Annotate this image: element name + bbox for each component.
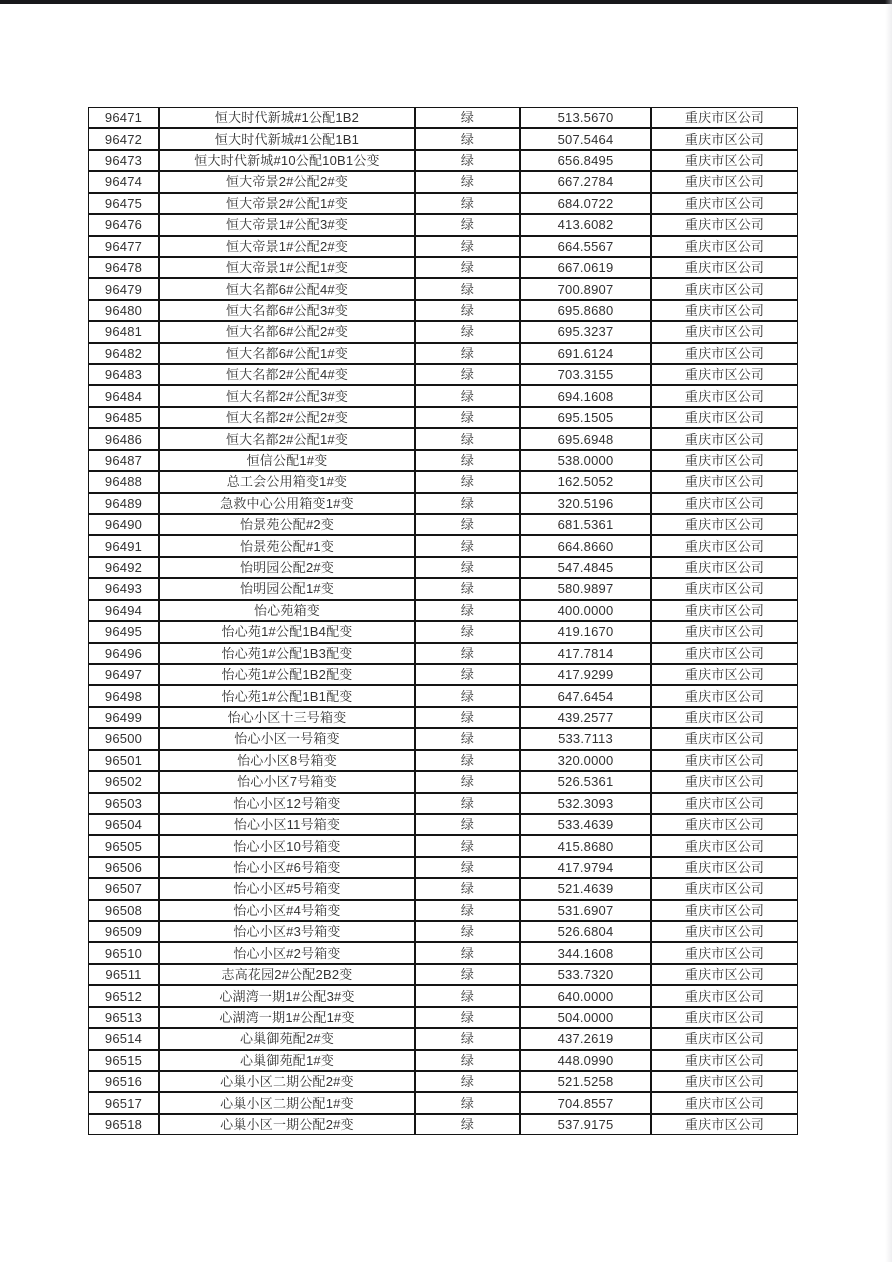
cell-name: 怡心小区8号箱变	[159, 750, 415, 771]
table-row	[88, 1114, 798, 1135]
cell-name: 怡心苑1#公配1B2配变	[159, 664, 415, 685]
cell-value: 681.5361	[520, 514, 651, 535]
table-row	[88, 621, 798, 642]
cell-id: 96478	[88, 257, 159, 278]
cell-status: 绿	[415, 750, 520, 771]
cell-name: 恒大帝景1#公配2#变	[159, 236, 415, 257]
cell-status: 绿	[415, 214, 520, 235]
cell-status: 绿	[415, 793, 520, 814]
cell-name: 恒大帝景2#公配1#变	[159, 193, 415, 214]
table-row	[88, 257, 798, 278]
cell-status: 绿	[415, 514, 520, 535]
table-row	[88, 557, 798, 578]
cell-name: 心巢御苑配1#变	[159, 1050, 415, 1071]
cell-name: 急救中心公用箱变1#变	[159, 493, 415, 514]
cell-value: 547.4845	[520, 557, 651, 578]
table-row	[88, 514, 798, 535]
cell-name: 恒大时代新城#1公配1B2	[159, 107, 415, 128]
cell-status: 绿	[415, 128, 520, 149]
table-row	[88, 728, 798, 749]
cell-id: 96494	[88, 600, 159, 621]
cell-company: 重庆市区公司	[651, 1071, 798, 1092]
cell-status: 绿	[415, 107, 520, 128]
cell-value: 667.0619	[520, 257, 651, 278]
cell-status: 绿	[415, 236, 520, 257]
cell-company: 重庆市区公司	[651, 471, 798, 492]
cell-value: 533.7113	[520, 728, 651, 749]
cell-id: 96516	[88, 1071, 159, 1092]
cell-company: 重庆市区公司	[651, 857, 798, 878]
cell-status: 绿	[415, 493, 520, 514]
cell-value: 703.3155	[520, 364, 651, 385]
cell-company: 重庆市区公司	[651, 364, 798, 385]
cell-value: 344.1608	[520, 942, 651, 963]
cell-name: 恒信公配1#变	[159, 450, 415, 471]
cell-status: 绿	[415, 600, 520, 621]
cell-value: 320.0000	[520, 750, 651, 771]
cell-status: 绿	[415, 1028, 520, 1049]
cell-status: 绿	[415, 857, 520, 878]
cell-value: 700.8907	[520, 278, 651, 299]
cell-value: 526.5361	[520, 771, 651, 792]
cell-id: 96472	[88, 128, 159, 149]
cell-status: 绿	[415, 814, 520, 835]
cell-company: 重庆市区公司	[651, 1114, 798, 1135]
cell-value: 694.1608	[520, 385, 651, 406]
cell-id: 96483	[88, 364, 159, 385]
table-row	[88, 878, 798, 899]
page-right-edge-shadow	[885, 0, 892, 1262]
cell-value: 695.8680	[520, 300, 651, 321]
cell-company: 重庆市区公司	[651, 428, 798, 449]
cell-id: 96513	[88, 1007, 159, 1028]
cell-id: 96501	[88, 750, 159, 771]
cell-value: 417.7814	[520, 643, 651, 664]
table-row	[88, 942, 798, 963]
cell-id: 96492	[88, 557, 159, 578]
cell-value: 507.5464	[520, 128, 651, 149]
cell-id: 96473	[88, 150, 159, 171]
cell-id: 96491	[88, 535, 159, 556]
cell-value: 532.3093	[520, 793, 651, 814]
cell-company: 重庆市区公司	[651, 878, 798, 899]
cell-value: 533.4639	[520, 814, 651, 835]
cell-company: 重庆市区公司	[651, 685, 798, 706]
cell-id: 96512	[88, 985, 159, 1006]
cell-name: 怡心小区11号箱变	[159, 814, 415, 835]
cell-id: 96508	[88, 900, 159, 921]
cell-status: 绿	[415, 557, 520, 578]
cell-name: 怡景苑公配#1变	[159, 535, 415, 556]
cell-id: 96489	[88, 493, 159, 514]
cell-name: 怡心苑1#公配1B3配变	[159, 643, 415, 664]
table-row	[88, 535, 798, 556]
table-row	[88, 128, 798, 149]
cell-name: 志高花园2#公配2B2变	[159, 964, 415, 985]
cell-value: 521.4639	[520, 878, 651, 899]
cell-company: 重庆市区公司	[651, 643, 798, 664]
cell-value: 640.0000	[520, 985, 651, 1006]
table-row	[88, 450, 798, 471]
cell-status: 绿	[415, 300, 520, 321]
cell-company: 重庆市区公司	[651, 814, 798, 835]
cell-id: 96514	[88, 1028, 159, 1049]
cell-status: 绿	[415, 535, 520, 556]
cell-name: 恒大帝景2#公配2#变	[159, 171, 415, 192]
cell-id: 96487	[88, 450, 159, 471]
cell-status: 绿	[415, 664, 520, 685]
cell-name: 怡心小区#4号箱变	[159, 900, 415, 921]
cell-id: 96474	[88, 171, 159, 192]
table-row	[88, 278, 798, 299]
cell-value: 580.9897	[520, 578, 651, 599]
cell-status: 绿	[415, 471, 520, 492]
cell-value: 320.5196	[520, 493, 651, 514]
cell-id: 96480	[88, 300, 159, 321]
table-row	[88, 857, 798, 878]
cell-id: 96482	[88, 343, 159, 364]
table-row	[88, 236, 798, 257]
cell-name: 怡景苑公配#2变	[159, 514, 415, 535]
cell-status: 绿	[415, 257, 520, 278]
cell-company: 重庆市区公司	[651, 921, 798, 942]
cell-company: 重庆市区公司	[651, 128, 798, 149]
table-row	[88, 385, 798, 406]
cell-status: 绿	[415, 343, 520, 364]
cell-company: 重庆市区公司	[651, 407, 798, 428]
cell-value: 417.9794	[520, 857, 651, 878]
cell-status: 绿	[415, 835, 520, 856]
table-row	[88, 900, 798, 921]
cell-company: 重庆市区公司	[651, 964, 798, 985]
cell-value: 417.9299	[520, 664, 651, 685]
cell-value: 513.5670	[520, 107, 651, 128]
cell-status: 绿	[415, 964, 520, 985]
table-row	[88, 921, 798, 942]
cell-company: 重庆市区公司	[651, 535, 798, 556]
cell-company: 重庆市区公司	[651, 1028, 798, 1049]
table-row	[88, 493, 798, 514]
cell-id: 96471	[88, 107, 159, 128]
cell-name: 怡心小区十三号箱变	[159, 707, 415, 728]
cell-status: 绿	[415, 985, 520, 1006]
cell-value: 531.6907	[520, 900, 651, 921]
cell-company: 重庆市区公司	[651, 193, 798, 214]
cell-id: 96496	[88, 643, 159, 664]
cell-status: 绿	[415, 1007, 520, 1028]
cell-company: 重庆市区公司	[651, 557, 798, 578]
cell-company: 重庆市区公司	[651, 578, 798, 599]
cell-status: 绿	[415, 921, 520, 942]
cell-name: 怡心苑1#公配1B4配变	[159, 621, 415, 642]
cell-status: 绿	[415, 1050, 520, 1071]
cell-company: 重庆市区公司	[651, 835, 798, 856]
table-row	[88, 964, 798, 985]
cell-value: 656.8495	[520, 150, 651, 171]
cell-id: 96488	[88, 471, 159, 492]
cell-status: 绿	[415, 900, 520, 921]
cell-company: 重庆市区公司	[651, 1092, 798, 1113]
cell-company: 重庆市区公司	[651, 985, 798, 1006]
cell-name: 恒大名都2#公配2#变	[159, 407, 415, 428]
cell-id: 96500	[88, 728, 159, 749]
top-bar	[0, 0, 892, 4]
cell-id: 96479	[88, 278, 159, 299]
cell-id: 96511	[88, 964, 159, 985]
table-row	[88, 643, 798, 664]
cell-value: 704.8557	[520, 1092, 651, 1113]
cell-value: 162.5052	[520, 471, 651, 492]
cell-status: 绿	[415, 728, 520, 749]
cell-name: 怡心小区10号箱变	[159, 835, 415, 856]
cell-id: 96484	[88, 385, 159, 406]
cell-value: 695.1505	[520, 407, 651, 428]
cell-company: 重庆市区公司	[651, 450, 798, 471]
cell-value: 695.6948	[520, 428, 651, 449]
cell-status: 绿	[415, 428, 520, 449]
cell-name: 恒大名都6#公配1#变	[159, 343, 415, 364]
cell-value: 664.8660	[520, 535, 651, 556]
cell-id: 96495	[88, 621, 159, 642]
cell-id: 96509	[88, 921, 159, 942]
cell-name: 怡明园公配2#变	[159, 557, 415, 578]
table-row	[88, 300, 798, 321]
cell-id: 96504	[88, 814, 159, 835]
table-row	[88, 707, 798, 728]
cell-status: 绿	[415, 278, 520, 299]
cell-name: 恒大名都6#公配3#变	[159, 300, 415, 321]
cell-name: 恒大帝景1#公配3#变	[159, 214, 415, 235]
cell-status: 绿	[415, 364, 520, 385]
table-row	[88, 1050, 798, 1071]
cell-id: 96517	[88, 1092, 159, 1113]
cell-status: 绿	[415, 942, 520, 963]
cell-company: 重庆市区公司	[651, 150, 798, 171]
cell-company: 重庆市区公司	[651, 728, 798, 749]
cell-company: 重庆市区公司	[651, 343, 798, 364]
cell-company: 重庆市区公司	[651, 793, 798, 814]
cell-company: 重庆市区公司	[651, 707, 798, 728]
cell-status: 绿	[415, 1114, 520, 1135]
cell-id: 96502	[88, 771, 159, 792]
cell-company: 重庆市区公司	[651, 385, 798, 406]
cell-value: 504.0000	[520, 1007, 651, 1028]
cell-company: 重庆市区公司	[651, 621, 798, 642]
table-row	[88, 343, 798, 364]
cell-company: 重庆市区公司	[651, 236, 798, 257]
table-row	[88, 985, 798, 1006]
table-row	[88, 364, 798, 385]
table-row	[88, 750, 798, 771]
cell-id: 96497	[88, 664, 159, 685]
cell-name: 恒大名都6#公配2#变	[159, 321, 415, 342]
cell-name: 怡心苑箱变	[159, 600, 415, 621]
cell-value: 521.5258	[520, 1071, 651, 1092]
cell-id: 96477	[88, 236, 159, 257]
cell-name: 恒大名都6#公配4#变	[159, 278, 415, 299]
table-row	[88, 835, 798, 856]
cell-id: 96503	[88, 793, 159, 814]
cell-status: 绿	[415, 321, 520, 342]
cell-status: 绿	[415, 685, 520, 706]
cell-id: 96493	[88, 578, 159, 599]
table-row	[88, 578, 798, 599]
cell-id: 96499	[88, 707, 159, 728]
cell-name: 怡心小区#6号箱变	[159, 857, 415, 878]
cell-status: 绿	[415, 578, 520, 599]
cell-status: 绿	[415, 1092, 520, 1113]
cell-status: 绿	[415, 643, 520, 664]
cell-company: 重庆市区公司	[651, 942, 798, 963]
cell-status: 绿	[415, 450, 520, 471]
table-row	[88, 814, 798, 835]
table-row	[88, 771, 798, 792]
cell-id: 96481	[88, 321, 159, 342]
cell-id: 96475	[88, 193, 159, 214]
cell-name: 怡明园公配1#变	[159, 578, 415, 599]
cell-status: 绿	[415, 407, 520, 428]
table-row	[88, 193, 798, 214]
cell-company: 重庆市区公司	[651, 171, 798, 192]
cell-name: 怡心小区12号箱变	[159, 793, 415, 814]
table-row	[88, 214, 798, 235]
cell-value: 691.6124	[520, 343, 651, 364]
cell-id: 96507	[88, 878, 159, 899]
cell-value: 667.2784	[520, 171, 651, 192]
cell-value: 437.2619	[520, 1028, 651, 1049]
cell-id: 96505	[88, 835, 159, 856]
cell-name: 恒大帝景1#公配1#变	[159, 257, 415, 278]
cell-company: 重庆市区公司	[651, 1050, 798, 1071]
cell-value: 400.0000	[520, 600, 651, 621]
cell-status: 绿	[415, 385, 520, 406]
cell-company: 重庆市区公司	[651, 514, 798, 535]
cell-company: 重庆市区公司	[651, 257, 798, 278]
table-row	[88, 1007, 798, 1028]
cell-id: 96515	[88, 1050, 159, 1071]
cell-name: 恒大名都2#公配1#变	[159, 428, 415, 449]
cell-id: 96485	[88, 407, 159, 428]
cell-name: 心巢小区一期公配2#变	[159, 1114, 415, 1135]
cell-value: 448.0990	[520, 1050, 651, 1071]
table-row	[88, 407, 798, 428]
table-row	[88, 150, 798, 171]
cell-name: 怡心苑1#公配1B1配变	[159, 685, 415, 706]
table-row	[88, 321, 798, 342]
cell-name: 恒大名都2#公配4#变	[159, 364, 415, 385]
cell-value: 439.2577	[520, 707, 651, 728]
cell-name: 恒大时代新城#1公配1B1	[159, 128, 415, 149]
cell-name: 心湖湾一期1#公配3#变	[159, 985, 415, 1006]
cell-value: 415.8680	[520, 835, 651, 856]
cell-value: 647.6454	[520, 685, 651, 706]
cell-id: 96498	[88, 685, 159, 706]
cell-name: 怡心小区#3号箱变	[159, 921, 415, 942]
cell-name: 心巢御苑配2#变	[159, 1028, 415, 1049]
cell-name: 恒大名都2#公配3#变	[159, 385, 415, 406]
cell-name: 怡心小区#5号箱变	[159, 878, 415, 899]
cell-company: 重庆市区公司	[651, 321, 798, 342]
table-row	[88, 1071, 798, 1092]
cell-name: 恒大时代新城#10公配10B1公变	[159, 150, 415, 171]
cell-status: 绿	[415, 878, 520, 899]
cell-company: 重庆市区公司	[651, 750, 798, 771]
cell-value: 695.3237	[520, 321, 651, 342]
table-row	[88, 107, 798, 128]
cell-status: 绿	[415, 1071, 520, 1092]
table-row	[88, 471, 798, 492]
cell-company: 重庆市区公司	[651, 214, 798, 235]
cell-company: 重庆市区公司	[651, 300, 798, 321]
cell-company: 重庆市区公司	[651, 771, 798, 792]
cell-company: 重庆市区公司	[651, 664, 798, 685]
table-row	[88, 1092, 798, 1113]
table-row	[88, 685, 798, 706]
cell-status: 绿	[415, 171, 520, 192]
cell-id: 96510	[88, 942, 159, 963]
cell-company: 重庆市区公司	[651, 278, 798, 299]
cell-value: 533.7320	[520, 964, 651, 985]
cell-value: 664.5567	[520, 236, 651, 257]
cell-company: 重庆市区公司	[651, 493, 798, 514]
cell-company: 重庆市区公司	[651, 600, 798, 621]
cell-id: 96486	[88, 428, 159, 449]
data-table	[88, 107, 798, 1135]
cell-status: 绿	[415, 193, 520, 214]
cell-value: 413.6082	[520, 214, 651, 235]
table-row	[88, 600, 798, 621]
cell-value: 538.0000	[520, 450, 651, 471]
table-row	[88, 171, 798, 192]
cell-name: 心巢小区二期公配2#变	[159, 1071, 415, 1092]
cell-value: 537.9175	[520, 1114, 651, 1135]
table-row	[88, 664, 798, 685]
cell-value: 419.1670	[520, 621, 651, 642]
cell-status: 绿	[415, 771, 520, 792]
cell-id: 96518	[88, 1114, 159, 1135]
cell-company: 重庆市区公司	[651, 107, 798, 128]
cell-name: 怡心小区7号箱变	[159, 771, 415, 792]
cell-value: 684.0722	[520, 193, 651, 214]
cell-id: 96490	[88, 514, 159, 535]
cell-name: 心湖湾一期1#公配1#变	[159, 1007, 415, 1028]
cell-company: 重庆市区公司	[651, 1007, 798, 1028]
cell-name: 总工会公用箱变1#变	[159, 471, 415, 492]
cell-name: 怡心小区一号箱变	[159, 728, 415, 749]
cell-name: 心巢小区二期公配1#变	[159, 1092, 415, 1113]
cell-value: 526.6804	[520, 921, 651, 942]
cell-status: 绿	[415, 707, 520, 728]
table-row	[88, 793, 798, 814]
cell-status: 绿	[415, 150, 520, 171]
cell-status: 绿	[415, 621, 520, 642]
cell-name: 怡心小区#2号箱变	[159, 942, 415, 963]
table-row	[88, 428, 798, 449]
cell-id: 96506	[88, 857, 159, 878]
cell-company: 重庆市区公司	[651, 900, 798, 921]
table-row	[88, 1028, 798, 1049]
cell-id: 96476	[88, 214, 159, 235]
